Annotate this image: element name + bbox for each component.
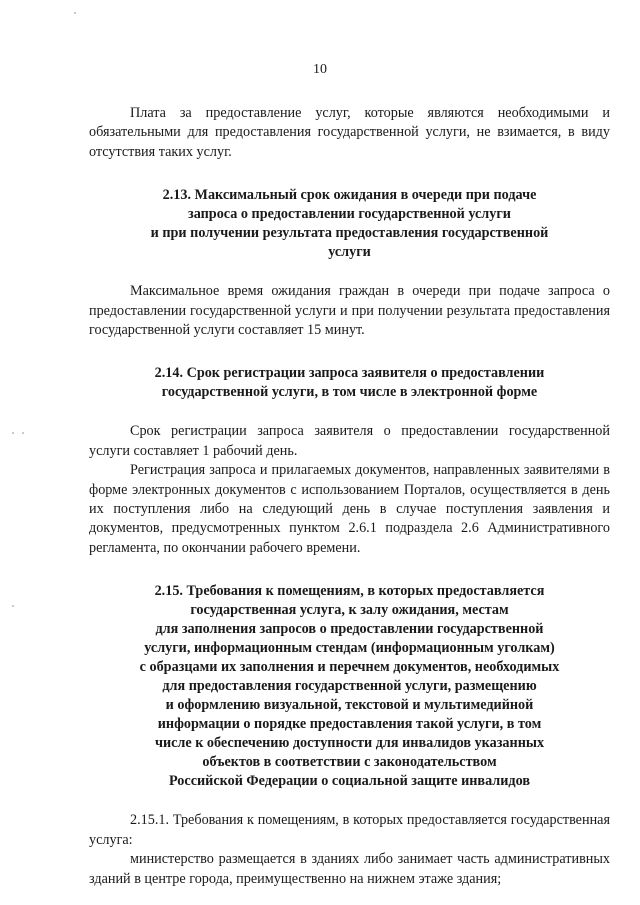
paragraph-electronic-registration: Регистрация запроса и прилагаемых документов, направленных заявителями в форме электронных документов с использованием Порталов, осуществляется в день их поступления либо на следующий день в случае поступления заявления и документов, предусмотренных пунктом 2.6.1 подраздела 2.6 Административного регламента, по окончании рабочего времени. [89, 462, 610, 556]
scan-speck [12, 605, 14, 607]
paragraph-2-15-1: 2.15.1. Требования к помещениям, в которых предоставляется государственная услуга: [89, 812, 610, 848]
paragraph-registration-term: Срок регистрации запроса заявителя о предоставлении государственной услуги составляет 1 рабочий день. [89, 423, 610, 459]
scan-speck [22, 432, 24, 434]
heading-2-13: 2.13. Максимальный срок ожидания в очереди при подаче запроса о предоставлении государственной услуги и при получении результата предоставления государственной услуги [150, 187, 549, 261]
page-number: 10 [313, 62, 327, 77]
heading-2-14: 2.14. Срок регистрации запроса заявителя о предоставлении государственной услуги, в том числе в электронной форме [154, 365, 545, 401]
document-body [89, 104, 610, 889]
paragraph-fee: Плата за предоставление услуг, которые являются необходимыми и обязательными для предоставления государственной услуги, не взимается, в виду отсутствия таких услуг. [89, 105, 610, 160]
heading-2-15: 2.15. Требования к помещениям, в которых предоставляется государственная услуга, к залу ожидания, местам для заполнения запросов о предоставлении государственной услуги, информационным стендам (информационным уголкам) с образцами их заполнения и перечнем документов, необходимых для предоставления государственной услуги, размещению и оформлению визуальной, текстовой и мультимедийной информации о порядке предоставления такой услуги, в том числе к обеспечению доступности для инвалидов указанных объектов в соответствии с законодательством Российской Федерации о социальной защите инвалидов [139, 583, 560, 790]
paragraph-wait-time: Максимальное время ожидания граждан в очереди при подаче запроса о предоставлении государственной услуги и при получении результата предоставления государственной услуги составляет 15 минут. [89, 283, 610, 339]
scan-speck [12, 432, 14, 434]
paragraph-ministry-location: министерство размещается в зданиях либо занимает часть административных зданий в центре города, преимущественно на нижнем этаже здания; [89, 851, 610, 887]
scan-speck [74, 12, 76, 14]
